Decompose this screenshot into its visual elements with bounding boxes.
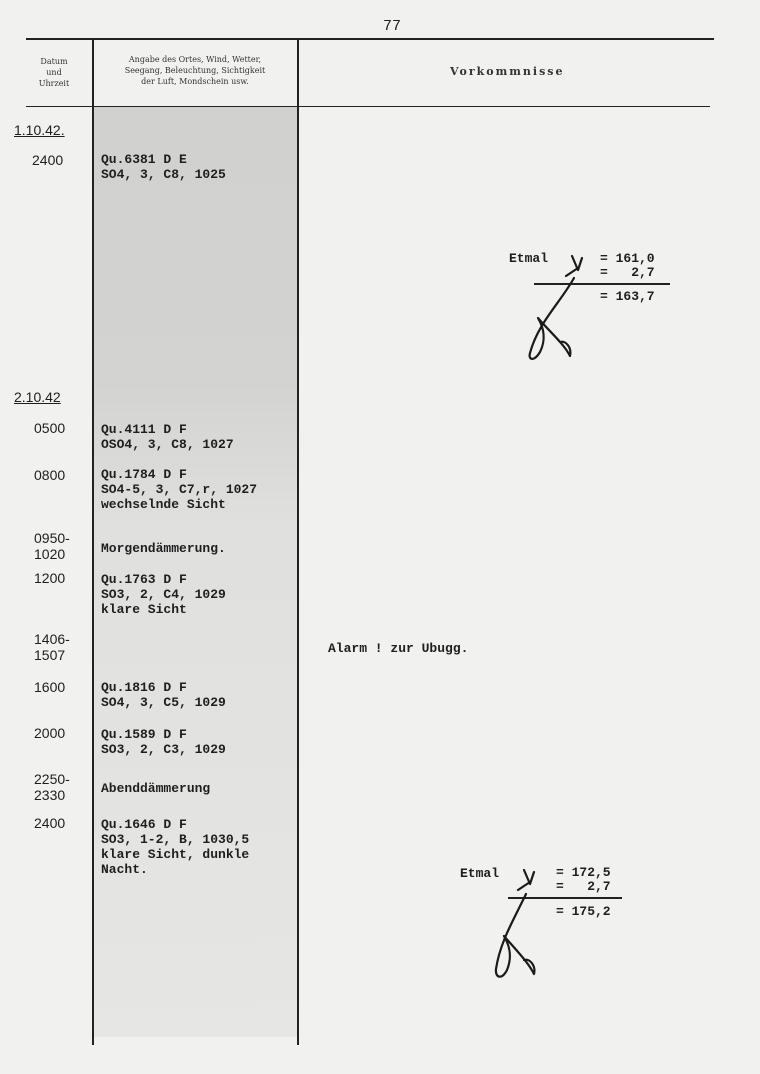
etmal-label: Etmal [460, 866, 500, 881]
etmal-total: = 175,2 [556, 904, 611, 919]
signature-mark [488, 864, 568, 989]
entry-text: Qu.1589 D F SO3, 2, C3, 1029 [101, 727, 226, 757]
entry-text: Qu.1816 D F SO4, 3, C5, 1029 [101, 680, 226, 710]
entry-text: Qu.6381 D E SO4, 3, C8, 1025 [101, 152, 226, 182]
entry-text: Abenddämmerung [101, 781, 211, 796]
header-datum: Datum und Uhrzeit [38, 57, 70, 88]
column-divider-2 [297, 40, 299, 1045]
time-entry: 1406- 1507 [34, 631, 70, 663]
time-entry: 0500 [34, 420, 66, 436]
time-entry: 1200 [34, 570, 66, 586]
etmal-line2: = 2,7 [556, 879, 611, 894]
etmal-total: = 163,7 [600, 289, 655, 304]
etmal-line2: = 2,7 [600, 265, 655, 280]
date-day2: 2.10.42 [14, 389, 61, 405]
header-vorkommnisse: Vorkommnisse [450, 65, 565, 78]
time-entry: 2250- 2330 [34, 771, 70, 803]
time-entry: 1600 [34, 679, 66, 695]
column-divider-1 [92, 40, 94, 1045]
date-day1: 1.10.42. [14, 122, 65, 138]
time-entry: 0800 [34, 467, 66, 483]
etmal-line1: = 161,0 [600, 251, 655, 266]
signature-mark [520, 248, 600, 373]
etmal-line1: = 172,5 [556, 865, 611, 880]
entry-text: Qu.1763 D F SO3, 2, C4, 1029 klare Sicht [101, 572, 226, 617]
time-entry: 2400 [34, 815, 66, 831]
time-entry: 2000 [34, 725, 66, 741]
header-angabe: Angabe des Ortes, Wind, Wetter, Seegang, Beleuchtung, Sichtigkeit der Luft, Mondschein usw. [124, 55, 266, 86]
etmal-label: Etmal [509, 251, 549, 266]
event-text: Alarm ! zur Ubugg. [328, 641, 469, 656]
header-bottom-rule [26, 106, 710, 107]
page-number: 77 [383, 18, 402, 35]
entry-text: Qu.1784 D F SO4-5, 3, C7,r, 1027 wechselnde Sicht [101, 467, 258, 512]
entry-text: Morgendämmerung. [101, 541, 226, 556]
entry-text: Qu.4111 D F OSO4, 3, C8, 1027 [101, 422, 234, 452]
entry-text: Qu.1646 D F SO3, 1-2, B, 1030,5 klare Sicht, dunkle Nacht. [101, 817, 250, 877]
time-entry: 2400 [32, 152, 64, 168]
time-entry: 0950- 1020 [34, 530, 70, 562]
top-rule [26, 38, 714, 40]
